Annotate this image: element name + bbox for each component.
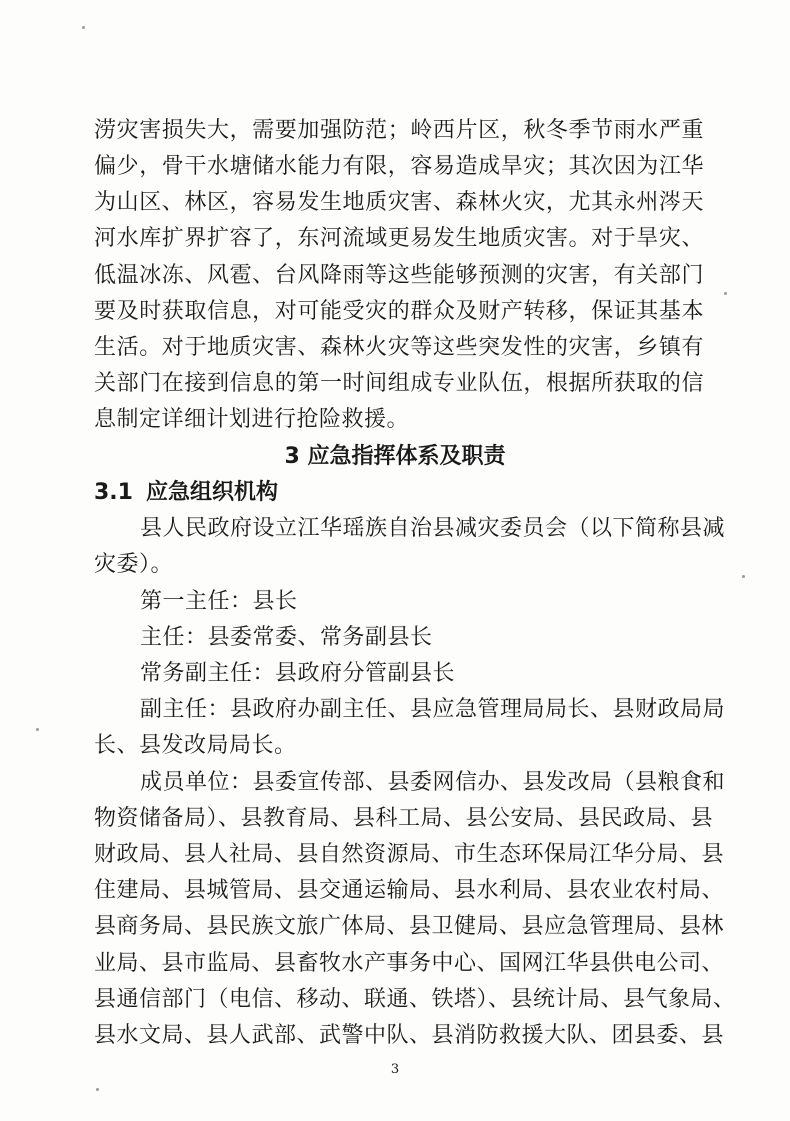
body-line: 灾委）。 <box>94 552 174 577</box>
paragraph-line: 偏少，骨干水塘储水能力有限，容易造成旱灾；其次因为江华 <box>94 154 704 179</box>
body-line: 副主任：县政府办副主任、县应急管理局局长、县财政局局 <box>140 697 726 722</box>
paragraph-line: 息制定详细计划进行抢险救援。 <box>94 407 410 432</box>
paragraph-line: 为山区、林区，容易发生地质灾害、森林火灾，尤其永州涔天 <box>94 190 704 215</box>
body-line: 县通信部门（电信、移动、联通、铁塔）、县统计局、县气象局、 <box>94 987 736 1012</box>
section-heading: 3 应急指挥体系及职责 <box>284 444 506 469</box>
paragraph-line: 河水库扩界扩容了，东河流域更易发生地质灾害。对于旱灾、 <box>94 226 704 251</box>
body-line: 第一主任：县长 <box>140 589 298 614</box>
body-line: 县水文局、县人武部、武警中队、县消防救援大队、团县委、县 <box>94 1023 725 1048</box>
paragraph-line: 低温冰冻、风雹、台风降雨等这些能够预测的灾害，有关部门 <box>94 263 704 288</box>
body-line: 县商务局、县民族文旅广体局、县卫健局、县应急管理局、县林 <box>94 914 725 939</box>
body-line: 物资储备局）、县教育局、县科工局、县公安局、县民政局、县 <box>94 806 714 831</box>
paragraph-line: 生活。对于地质灾害、森林火灾等这些突发性的灾害，乡镇有 <box>94 335 704 360</box>
paragraph-line: 关部门在接到信息的第一时间组成专业队伍，根据所获取的信 <box>94 371 704 396</box>
scan-speck <box>742 575 745 578</box>
subsection-number: 3.1 <box>94 480 133 505</box>
scan-speck <box>36 728 39 731</box>
subsection-title: 应急组织机构 <box>146 480 279 505</box>
body-line: 成员单位：县委宣传部、县委网信办、县发改局（县粮食和 <box>140 770 726 795</box>
body-line: 常务副主任：县政府分管副县长 <box>140 661 456 686</box>
subsection-heading <box>94 475 278 511</box>
body-line: 长、县发改局局长。 <box>94 733 297 758</box>
scan-speck <box>82 26 85 29</box>
body-line: 县人民政府设立江华瑶族自治县减灾委员会（以下简称县减 <box>140 516 726 541</box>
body-line: 业局、县市监局、县畜牧水产事务中心、国网江华县供电公司、 <box>94 951 725 976</box>
scan-speck <box>96 1088 99 1091</box>
body-line: 住建局、县城管局、县交通运输局、县水利局、县农业农村局、 <box>94 878 725 903</box>
paragraph-line: 涝灾害损失大，需要加强防范；岭西片区，秋冬季节雨水严重 <box>94 118 704 143</box>
scan-speck <box>724 292 727 295</box>
body-line: 财政局、县人社局、县自然资源局、市生态环保局江华分局、县 <box>94 842 725 867</box>
body-line: 主任：县委常委、常务副县长 <box>140 625 433 650</box>
page-number: 3 <box>390 1062 400 1077</box>
paragraph-line: 要及时获取信息，对可能受灾的群众及财产转移，保证其基本 <box>94 299 704 324</box>
